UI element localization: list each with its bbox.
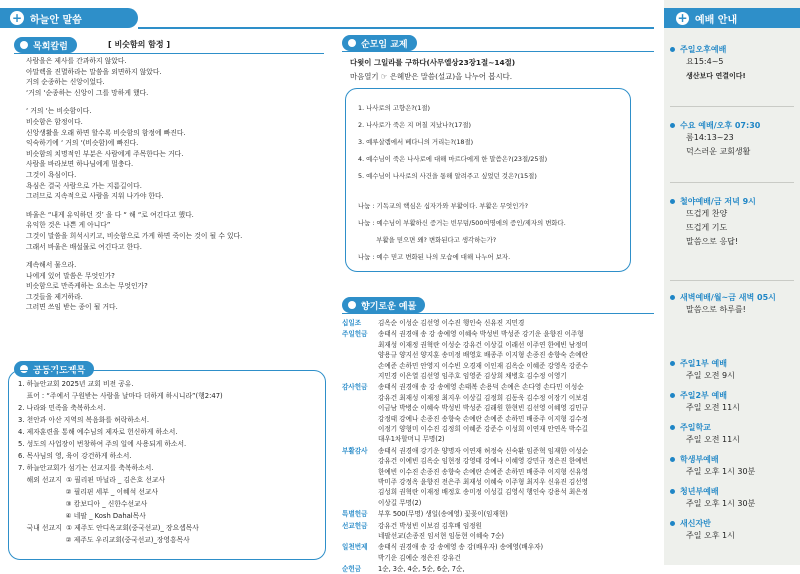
offering-names: 손예준 손하민 안영지 이수빈 오경재 이인재 김옥순 이혜준 강영옥 강준수 [378, 361, 588, 370]
service-item [670, 518, 794, 543]
offering-row [342, 435, 445, 444]
service-detail: 말씀으로 하루를! [686, 305, 746, 314]
offering-row [342, 522, 482, 531]
offering-row [342, 532, 504, 541]
service-detail: 요15:4~5 [686, 57, 724, 66]
bullet-dot-icon [670, 425, 675, 430]
plus-circle-icon: + [677, 10, 688, 25]
service-detail: 뜨겁게 찬양 [686, 209, 728, 218]
column-line: 바울은 “내게 유익하던 것’ 을 다 “ 해 “로 여긴다고 했다. [26, 210, 194, 219]
offering-row [342, 362, 588, 371]
column-body [26, 56, 326, 313]
service-detail: 주일 오후 1시 [686, 531, 735, 540]
column-line [26, 202, 326, 210]
offering-names: 1순, 3순, 4순, 5순, 6순, 7순, [378, 565, 465, 574]
bullet-dot-icon [670, 393, 675, 398]
cell-subheading: 마음열기 ☞ 은혜받은 말씀(설교)을 나누어 봅시다. [350, 72, 513, 81]
service-item [670, 422, 794, 447]
service-item [670, 454, 794, 479]
offering-names: 이상길 무명(2) [378, 498, 422, 507]
plus-circle-icon: + [11, 11, 23, 25]
sidebar-header [664, 8, 800, 28]
column-line: ‘거의 ‘순종하는 신앙이 그를 망하게 했다. [26, 88, 149, 97]
offering-names: 네팔선교(손종진 임서현 임동현 이혜숙 7순) [378, 532, 505, 540]
prayer-line: 3. 천안과 아산 지역의 복음화를 허락하소서. [18, 416, 150, 424]
service-item [670, 44, 794, 83]
column-label-text: 목회칼럼 [33, 41, 68, 52]
service-title-text: 주일1부 예배 [680, 359, 727, 368]
dot-icon [348, 301, 356, 309]
column-line: 그것이 말씀을 희석시키고, 비슷함으로 가게 하면 죽이는 것이 될 수 있다. [26, 231, 243, 240]
bullet-dot-icon [670, 199, 675, 204]
talk-item: 부활을 믿으면 왜? 변화된다고 생각하는가? [358, 236, 497, 244]
column-underline [14, 53, 324, 54]
offering-names: 최재성 이재정 권혁란 이성순 강유건 이상길 이래선 이주연 한예빈 남정미 [378, 340, 588, 349]
sidebar-divider [670, 182, 794, 183]
offering-names: 송태식 권경애 송 강 송예영 송 강(배우자) 송예영(배우자) [378, 543, 544, 552]
column-line: 그것이 욕심이다. [26, 170, 77, 179]
main-header [0, 8, 138, 28]
offering-row [342, 565, 464, 574]
offering-names: 대우1차할머니 무명(2) [378, 435, 445, 444]
bullet-dot-icon [670, 521, 675, 526]
prayer-line: 7. 하늘안교회가 섬기는 선교지를 축복하소서. [18, 464, 154, 472]
offering-names: 박미주 강정옥 윤향진 전은주 최재성 이혜숙 이주형 최지우 신유진 김선영 [378, 478, 588, 486]
sidebar [664, 0, 800, 565]
prayer-line: 1. 하늘안교회 2025년 교회 비전 공유. [18, 380, 134, 388]
offering-row [342, 351, 588, 360]
offering-names: 강유건 박성빈 이보검 김후배 임정원 [378, 521, 482, 530]
service-title-text: 주일2부 예배 [680, 391, 727, 400]
offering-category: 선교헌금 [342, 521, 368, 530]
prayer-line: 표어 : “주예서 구원받는 사람을 날마다 더하게 하시니라”(행2:47) [18, 392, 223, 400]
talk-item: 나눔 : 예수님이 부활하신 증거는 빈무덤/500여명에의 증인/제자의 변화다. [358, 219, 566, 227]
column-line: 거의 순종하는 신앙이었다. [26, 78, 105, 87]
offering-row [342, 543, 543, 552]
dot-icon [348, 39, 356, 47]
service-item [670, 390, 794, 415]
offering-names: 양용규 양지선 양지훈 송미정 배영호 배종주 이지형 손종진 송향숙 손예란 [378, 351, 588, 360]
offering-row [342, 404, 588, 413]
service-title-text: 주일오후예배 [680, 45, 727, 54]
offering-names: 강정태 강예나 손종진 송향숙 손예란 손예준 손하민 배종주 이지형 김수정 [378, 414, 588, 423]
offering-names: 박기운 김예순 정은진 강유건 [378, 553, 461, 562]
prayer-line: 국내 선교지 ① 제주도 안디옥교회(중국선교)_ 장요셉목사 [18, 524, 199, 532]
prayer-body [18, 378, 318, 546]
offering-label-text: 향기로운 예물 [361, 301, 417, 312]
header-divider [138, 27, 654, 29]
prayer-line: 4. 제자훈련을 통해 예수님의 제자로 헌신하게 하소서. [18, 428, 178, 436]
offering-row [342, 372, 567, 381]
service-title [670, 120, 794, 131]
service-detail: 덕스러운 교회생활 [686, 147, 751, 156]
offering-row [342, 425, 588, 434]
prayer-line: ③ 캄보디아 _ 신한수선교사 [18, 500, 148, 508]
cell-label-text: 순모임 교제 [361, 39, 408, 50]
bullet-dot-icon [670, 295, 675, 300]
prayer-line: 6. 목사님의 영, 육이 강건하게 하소서. [18, 452, 132, 460]
offering-category: 순헌금 [342, 565, 362, 574]
offering-names: 강유건 이예빈 김옥순 임현정 강영태 강예나 이혜영 강민규 정은진 한예빈 [378, 457, 588, 466]
column-line: ‘ 거의 ‘는 비슷함이다. [26, 107, 92, 116]
offering-names: 이정기 양형미 이수진 김정희 이혜준 강준수 이성희 이연재 안연옥 박수길 [378, 425, 588, 433]
offering-category: 감사헌금 [342, 383, 368, 392]
column-line: 사람을은 제사를 간과하지 않았다. [26, 57, 127, 65]
prayer-label-text: 공동기도제목 [33, 365, 86, 376]
offering-row [342, 383, 584, 392]
service-detail: 생산보다 연결이다! [686, 72, 746, 80]
bullet-dot-icon [670, 361, 675, 366]
question-item: 2. 나사로가 죽은 지 며칠 지났나?(17절) [358, 121, 472, 129]
column-line: 비슷함은 함정이다. [26, 117, 83, 126]
service-title [670, 44, 794, 55]
prayer-line: ④ 네팔 _ Kosh Dahal목사 [18, 512, 146, 520]
bullet-dot-icon [670, 489, 675, 494]
column-line: 그래서 바울은 배설물로 여긴다고 한다. [26, 242, 142, 251]
service-detail: 주일 오전 11시 [686, 435, 740, 444]
offering-names: 한예빈 이수진 손종진 송향숙 손예란 손예준 손하민 배종주 이지형 신유영 [378, 467, 588, 476]
question-item: 4. 예수님이 죽은 나사로에 대해 마르다에게 한 말씀은?(23절/25절) [358, 155, 548, 163]
main-header-title: 하늘안 말씀 [30, 14, 82, 26]
service-detail: 롬14:13~23 [686, 133, 734, 142]
column-line: 신앙생활을 오래 하면 할수록 비슷함의 함정에 빠진다. [26, 128, 186, 137]
offering-underline [342, 313, 654, 314]
offering-names: 김옥순 이성순 김선영 이수진 행인숙 신유진 지민경 [378, 319, 525, 327]
cell-label [342, 35, 417, 51]
service-item [670, 120, 794, 159]
bullet-dot-icon [670, 123, 675, 128]
offering-names: 이금남 박병순 이혜숙 박성빈 박성준 김래원 한현빈 김선영 이혜영 김민규 [378, 404, 588, 413]
offering-row [342, 447, 588, 456]
service-detail: 주일 오후 1시 30분 [686, 499, 756, 508]
offering-row [342, 478, 588, 487]
column-line: 그러면 쓰임 받는 종이 될 거다. [26, 303, 118, 312]
bullet-dot-icon [670, 47, 675, 52]
question-item: 5. 예수님이 나사로의 사건을 통해 알려주고 싶었던 것은?(15절) [358, 172, 537, 180]
prayer-line: ② 제주도 우리교회(중국선교)_장영흥목사 [18, 536, 190, 544]
offering-row [342, 341, 588, 350]
column-line: 익숙하기에 ‘ 거의 ‘(비슷함)에 빠진다. [26, 139, 139, 148]
offering-names: 송태식 권경애 강기운 양명자 이연재 허정숙 신숙환 임준혁 임재한 이성순 [378, 446, 588, 455]
offering-names: 송태식 권경애 송 강 송예영 손태복 손용덕 손예은 손다영 손다민 이성순 [378, 383, 584, 392]
cell-heading: 다윗이 그일라를 구하다(사무엘상23장1절~14절) [350, 58, 516, 67]
prayer-line: 해외 선교지 ① 필리핀 마닐라 _ 김은호 선교사 [18, 476, 166, 484]
offering-names: 강유건 최재성 이재정 최지우 이상길 김정희 김동욱 김수정 이장기 이보검 [378, 393, 588, 402]
service-title-text: 새신자반 [680, 519, 711, 528]
talk-item: 나눔 : 예수 믿고 변화된 나의 모습에 대해 나누어 보자. [358, 253, 511, 261]
offering-category: 주일헌금 [342, 330, 368, 339]
column-title: [ 비숫함의 함정 ] [108, 40, 171, 49]
service-item [670, 358, 794, 383]
prayer-line: 5. 성도의 사업장이 번창하여 주의 일에 사용되게 하소서. [18, 440, 187, 448]
offering-category: 십일조 [342, 319, 362, 327]
cell-talks [358, 198, 566, 266]
service-title [670, 422, 794, 433]
service-title [670, 518, 794, 529]
offering-category: 일천번제 [342, 543, 368, 552]
column-line: 아말렉을 진멸하라는 말씀을 외면하지 않았다. [26, 67, 162, 76]
service-detail: 뜨겁게 기도 [686, 223, 728, 232]
offering-row [342, 488, 588, 497]
service-title [670, 486, 794, 497]
offering-names: 부후 500(무명) 생일(송예영) 꽃꽂이(임재현) [378, 510, 508, 519]
talk-item: 나눔 : 기독교의 핵심은 십자가와 부활이다. 부활은 무엇인가? [358, 202, 528, 210]
service-detail: 말씀으로 응답! [686, 237, 739, 246]
service-title [670, 454, 794, 465]
offering-row [342, 457, 588, 466]
dot-icon [20, 41, 28, 49]
column-label [14, 37, 77, 53]
question-item: 3. 예루살렘에서 베다니의 거리는?(18절) [358, 138, 474, 146]
offering-names: 지민경 이은열 김선영 임주호 임영준 김상희 채병호 김수정 이영기 [378, 372, 567, 380]
column-line: 계속해서 물으라. [26, 261, 77, 270]
prayer-line: 2. 나라와 민족을 축복하소서. [18, 404, 106, 412]
prayer-line: ② 필리핀 세부 _ 이혜석 선교사 [18, 488, 159, 496]
column-line: 그러므로 지속적으로 사람을 지워 나가야 한다. [26, 192, 164, 201]
offering-names: 송태식 권경애 송 강 송예영 이혜숙 박성빈 박성준 강기운 윤향진 이주형 [378, 330, 584, 339]
column-line [26, 98, 326, 106]
offering-row [342, 554, 461, 563]
sidebar-divider [670, 106, 794, 107]
offering-row [342, 415, 588, 424]
service-title-text: 학생부예배 [680, 455, 719, 464]
service-item [670, 292, 794, 317]
service-detail: 주일 오후 1시 30분 [686, 467, 756, 476]
offering-row [342, 319, 524, 328]
offering-row [342, 468, 588, 477]
service-title-text: 청년부예배 [680, 487, 719, 496]
column-line: 비슷함으로 만족케하는 요소는 무엇인가? [26, 282, 148, 291]
service-detail: 주일 오전 11시 [686, 403, 740, 412]
offering-names: 김성희 권혁란 이재정 배정호 송미정 이성길 김영식 행인숙 강용석 최은정 [378, 488, 588, 497]
service-title-text: 새벽예배/월~금 새벽 05시 [680, 293, 776, 302]
service-title [670, 390, 794, 401]
sidebar-divider [670, 280, 794, 281]
service-title [670, 292, 794, 303]
offering-row [342, 499, 421, 508]
service-title [670, 358, 794, 369]
bullet-dot-icon [670, 457, 675, 462]
offering-row [342, 330, 584, 339]
column-line: 유익한 것은 나쁜 게 아니다” [26, 221, 111, 230]
offering-row [342, 510, 508, 519]
column-line: 비슷함의 치명적인 부분은 사람에게 주목한다는 거다. [26, 149, 184, 158]
question-item: 1. 나사로의 고향은?(1절) [358, 104, 430, 112]
offering-category: 특별헌금 [342, 510, 368, 519]
service-title [670, 196, 794, 207]
offering-row [342, 394, 588, 403]
cell-underline [342, 51, 654, 52]
column-line [26, 252, 326, 260]
column-line: 그것들을 제거하라. [26, 292, 83, 301]
column-line: 욕심은 결국 사람으로 가는 지름길이다. [26, 181, 142, 190]
cell-questions [358, 100, 547, 185]
service-title-text: 수요 예배/오후 07:30 [680, 121, 761, 130]
service-title-text: 철야예배/금 저녁 9시 [680, 197, 756, 206]
sidebar-title: 예배 안내 [695, 14, 738, 26]
column-line: 나에게 있어 말씀은 무엇인가? [26, 271, 115, 280]
offering-label [342, 297, 425, 313]
offering-category: 부활감사 [342, 446, 368, 455]
service-item [670, 486, 794, 511]
service-item [670, 196, 794, 249]
service-title-text: 주일학교 [680, 423, 711, 432]
service-detail: 주일 오전 9시 [686, 371, 735, 380]
column-line: 사람을 바라보면 하나님에게 멀충다. [26, 160, 134, 169]
